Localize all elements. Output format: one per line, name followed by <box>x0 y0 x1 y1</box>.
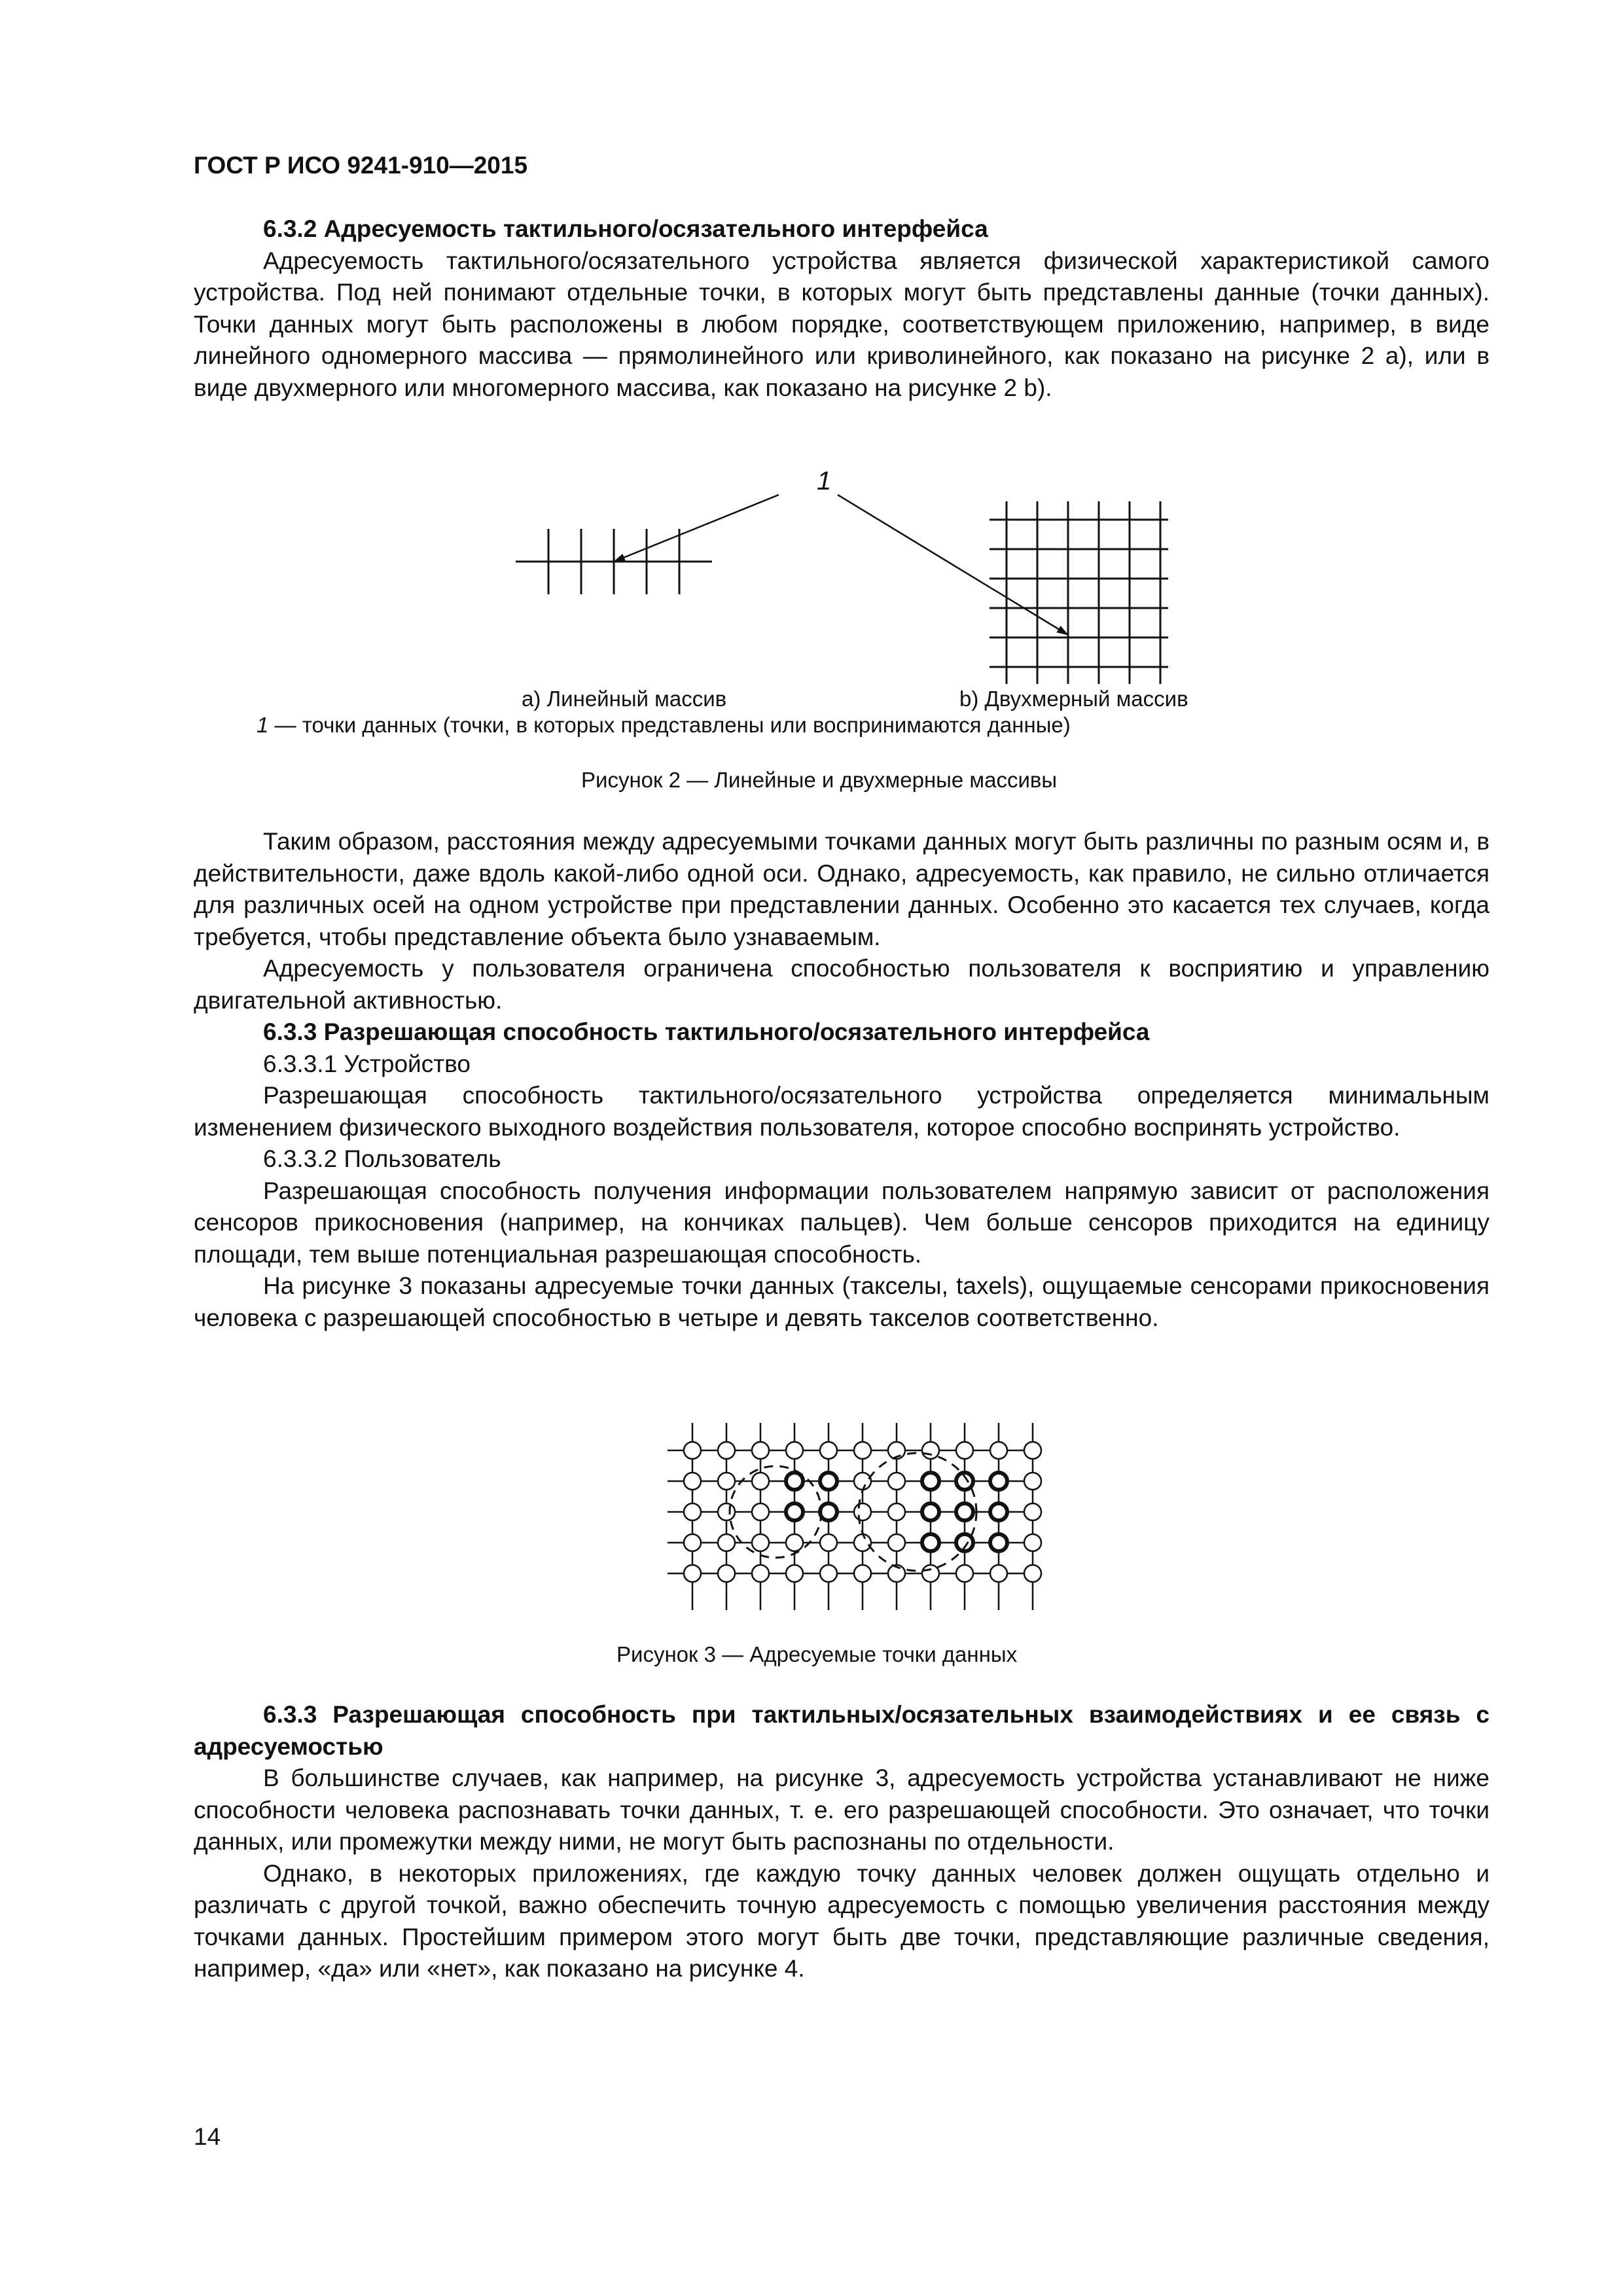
taxel-point <box>820 1534 837 1551</box>
taxel-point <box>786 1442 803 1459</box>
figure-2-label-a: а) Линейный массив <box>522 687 727 711</box>
taxel-point <box>1024 1503 1041 1520</box>
section-heading: 6.3.3 Разрешающая способность при тактильных/осязательных взаимодействиях и ее связь с адресуемостью <box>194 1701 1489 1760</box>
taxel-point <box>820 1473 837 1490</box>
taxel-point <box>820 1565 837 1582</box>
taxel-point <box>684 1442 701 1459</box>
taxel-point <box>854 1565 871 1582</box>
subsection-heading: 6.3.3.2 Пользователь <box>263 1145 501 1172</box>
taxel-point <box>752 1534 769 1551</box>
taxel-point <box>718 1473 735 1490</box>
taxel-point <box>1024 1442 1041 1459</box>
legend-number: 1 <box>257 713 269 737</box>
paragraph: На рисунке 3 показаны адресуемые точки данных (такселы, taxels), ощущаемые сенсорами прикосновения человека с разрешающей способностью в четыре и девять такселов соответственно. <box>194 1272 1489 1331</box>
taxel-point <box>718 1442 735 1459</box>
taxel-point <box>854 1503 871 1520</box>
section-6-3-3-interaction <box>194 1699 1489 1985</box>
paragraph: Адресуемость тактильного/осязательного устройства является физической характеристикой самого устройства. Под ней понимают отдельные точки, в которых могут быть представлены данные (точки данных). Точки данных могут быть расположены в любом порядке, соответствующем приложению, например, в виде линейного одномерного массива — прямолинейного или криволинейного, как показано на рисунке 2 а), или в виде двухмерного или многомерного массива, как показано на рисунке 2 b). <box>194 247 1489 401</box>
section-heading: 6.3.2 Адресуемость тактильного/осязательного интерфейса <box>263 215 988 242</box>
taxel-point <box>854 1534 871 1551</box>
taxel-point <box>888 1473 905 1490</box>
taxel-point <box>718 1534 735 1551</box>
paragraph: Разрешающая способность тактильного/осязательного устройства определяется минимальным изменением физического выходного воздействия пользователя, которое способно воспринять устройство. <box>194 1082 1489 1141</box>
taxel-point <box>990 1503 1007 1520</box>
taxel-point <box>956 1565 973 1582</box>
taxel-point <box>786 1503 803 1520</box>
taxel-point <box>752 1473 769 1490</box>
taxel-point <box>684 1503 701 1520</box>
figure-3-diagram <box>654 1414 1047 1623</box>
paragraph: Адресуемость у пользователя ограничена способностью пользователя к восприятию и управлению двигательной активностью. <box>194 955 1489 1014</box>
taxel-point <box>684 1565 701 1582</box>
taxel-point <box>786 1473 803 1490</box>
figure-2-legend <box>257 712 1071 738</box>
taxel-point <box>854 1473 871 1490</box>
taxel-point <box>718 1503 735 1520</box>
taxel-point <box>922 1442 939 1459</box>
figure-3-caption: Рисунок 3 — Адресуемые точки данных <box>616 1642 1018 1666</box>
section-heading: 6.3.3 Разрешающая способность тактильного/осязательного интерфейса <box>263 1018 1150 1045</box>
taxel-point <box>922 1503 939 1520</box>
taxel-point <box>888 1534 905 1551</box>
taxel-point <box>956 1442 973 1459</box>
taxel-point <box>1024 1565 1041 1582</box>
taxel-point <box>752 1565 769 1582</box>
two-dimensional-array <box>990 501 1168 684</box>
taxel-point <box>990 1565 1007 1582</box>
callout-arrow-a <box>614 495 779 562</box>
taxel-point <box>990 1473 1007 1490</box>
paragraph: Однако, в некоторых приложениях, где каждую точку данных человек должен ощущать отдельно и различать с другой точкой, важно обеспечить точную адресуемость с помощью увеличения расстояния между точками данных. Простейшим примером этого могут быть две точки, представляющие различные сведения, например, «да» или «нет», как показано на рисунке 4. <box>194 1859 1489 1982</box>
figure-2-diagram <box>497 458 1243 720</box>
taxel-point <box>1024 1534 1041 1551</box>
taxel-point <box>684 1534 701 1551</box>
paragraph: Разрешающая способность получения информации пользователем напрямую зависит от расположения сенсоров прикосновения (например, на кончиках пальцев). Чем больше сенсоров приходится на единицу площади, тем выше потенциальная разрешающая способность. <box>194 1177 1489 1268</box>
taxel-point <box>820 1503 837 1520</box>
legend-text: — точки данных (точки, в которых представлены или воспринимаются данные) <box>268 713 1071 737</box>
callout-arrow-b <box>838 495 1068 635</box>
taxel-point <box>1024 1473 1041 1490</box>
taxel-point <box>854 1442 871 1459</box>
subsection-heading: 6.3.3.1 Устройство <box>263 1050 471 1077</box>
section-6-3-2 <box>194 213 1489 404</box>
taxel-point <box>820 1442 837 1459</box>
taxel-point <box>990 1534 1007 1551</box>
taxel-point <box>956 1503 973 1520</box>
taxel-point <box>718 1565 735 1582</box>
section-text-after-figure-2 <box>194 826 1489 1334</box>
paragraph: Таким образом, расстояния между адресуемыми точками данных могут быть различны по разным осям и, в действительности, даже вдоль какой-либо одной оси. Однако, адресуемость, как правило, не сильно отличается для различных осей на одном устройстве при представлении данных. Особенно это касается тех случаев, когда требуется, чтобы представление объекта было узнаваемым. <box>194 828 1489 950</box>
page-number: 14 <box>194 2123 221 2150</box>
taxel-point <box>922 1565 939 1582</box>
figure-2-label-b: b) Двухмерный массив <box>959 687 1188 711</box>
taxel-point <box>684 1473 701 1490</box>
taxel-point <box>888 1503 905 1520</box>
document-header: ГОСТ Р ИСО 9241-910—2015 <box>194 152 528 179</box>
paragraph: В большинстве случаев, как например, на рисунке 3, адресуемость устройства устанавливают не ниже способности человека распознавать точки данных, т. е. его разрешающей способности. Это означает, что точки данных, или промежутки между ними, не могут быть распознаны по отдельности. <box>194 1765 1489 1855</box>
taxel-point <box>990 1442 1007 1459</box>
taxel-point <box>786 1565 803 1582</box>
taxel-point <box>922 1534 939 1551</box>
taxel-point <box>786 1534 803 1551</box>
callout-label: 1 <box>817 467 832 495</box>
taxel-point <box>922 1473 939 1490</box>
taxel-point <box>752 1442 769 1459</box>
figure-2-caption: Рисунок 2 — Линейные и двухмерные массивы <box>581 768 1058 792</box>
taxel-point <box>752 1503 769 1520</box>
